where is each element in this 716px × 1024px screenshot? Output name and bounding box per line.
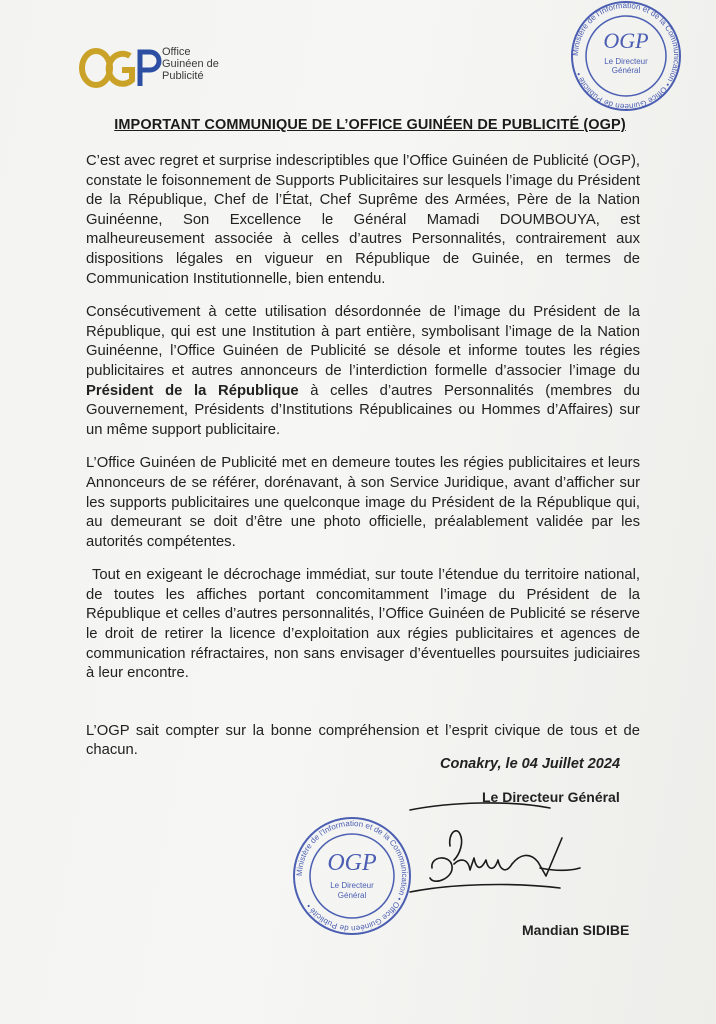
stamp-bottom-ring-text: Ministère de l'Information et de la Communication • Office Guinéen de Publicité • — [294, 818, 410, 934]
paragraph-5: L’OGP sait compter sur la bonne compréhension et l’esprit civique de tous et de chacun. — [86, 722, 640, 759]
logo-line-office: Office — [162, 46, 191, 58]
document-title: IMPORTANT COMMUNIQUE DE L’OFFICE GUINÉEN DE PUBLICITÉ (OGP) — [114, 117, 626, 133]
place-and-date: Conakry, le 04 Juillet 2024 — [440, 756, 621, 772]
signatory-name: Mandian SIDIBE — [522, 922, 630, 938]
stamp-role-line2: Général — [611, 66, 641, 75]
svg-text:Ministère de l'Information et — [571, 1, 681, 111]
ogp-logo-icon — [78, 42, 162, 92]
logo-line-publicite: Publicité — [162, 70, 204, 82]
stamp-bottom-role-line1: Le Directeur — [330, 881, 374, 890]
paragraph-2-start: Consécutivement à cette utilisation désordonnée de l’image du Président de la République, qui est une Institution à part entière, symbolisant l’image de la Nation Guinéenne, l’Office Guinéen de Publicité se désole et informe toutes les régies publicitaires et autres annonceurs de l’interdiction formelle d’associer l’image du — [86, 304, 640, 379]
paragraph-4: Tout en exigeant le décrochage immédiat, sur toute l’étendue du territoire national, de toutes les affiches portant concomitamment l’image du Président de la République et celles d’autres personnalités, l’Office Guinéen de Publicité se réserve le droit de retirer la licence d’exploitation aux régies publicitaires et agences de communication réfractaires, non sans envisager d’éventuelles poursuites judiciaires à leur encontre. — [86, 567, 640, 682]
logo-line-guineen: Guinéen de — [162, 58, 219, 70]
stamp-role-line1: Le Directeur — [604, 57, 648, 66]
paragraph-2-emphasis: Président de la République — [86, 382, 299, 399]
stamp-bottom-role-line2: Général — [337, 891, 367, 900]
stamp-letters: OGP — [603, 28, 649, 53]
ogp-logo — [78, 40, 258, 94]
paragraph-1: C’est avec regret et surprise indescriptibles que l’Office Guinéen de Publicité (OGP), constate le foisonnement de Supports Publicitaires sur lesquels l’image du Président de la République, Chef de l’État, Chef Suprême des Armées, Père de la Nation Guinéenne, Son Excellence le Général Mamadi DOUMBOUYA, est malheureusement associée à celles d’autres Personnalités, contrairement aux dispositions légales en vigueur en République de Guinée, en termes de Communication Institutionnelle, bien entendu. — [86, 153, 640, 287]
official-stamp-bottom — [282, 808, 422, 944]
paragraph-3: L’Office Guinéen de Publicité met en demeure toutes les régies publicitaires et leurs Annonceurs de se référer, dorénavant, à son Service Juridique, avant d’afficher sur les supports publicitaires une quelconque image du Président de la République qui, au demeurant se doit d’être une photo officielle, préalablement validée par les autorités compétentes. — [86, 455, 640, 550]
document-body — [86, 152, 640, 775]
paragraph-2 — [86, 303, 640, 440]
stamp-bottom-letters: OGP — [327, 850, 377, 876]
paragraph-2-end: à celles d’autres Personnalités (membres du Gouvernement, Présidents d’Institutions Républicaines ou Hommes d’Affaires) sur un même support publicitaire. — [86, 382, 640, 438]
svg-text:Ministère de l'Information et — [295, 819, 409, 933]
logo-wordmark — [162, 46, 252, 82]
official-stamp-top — [556, 0, 696, 112]
stamp-ring-text: Ministère de l'Information et de la Communication • Office Guinéen de Publicité • — [570, 0, 682, 112]
signatory-title: Le Directeur Général — [482, 789, 620, 805]
